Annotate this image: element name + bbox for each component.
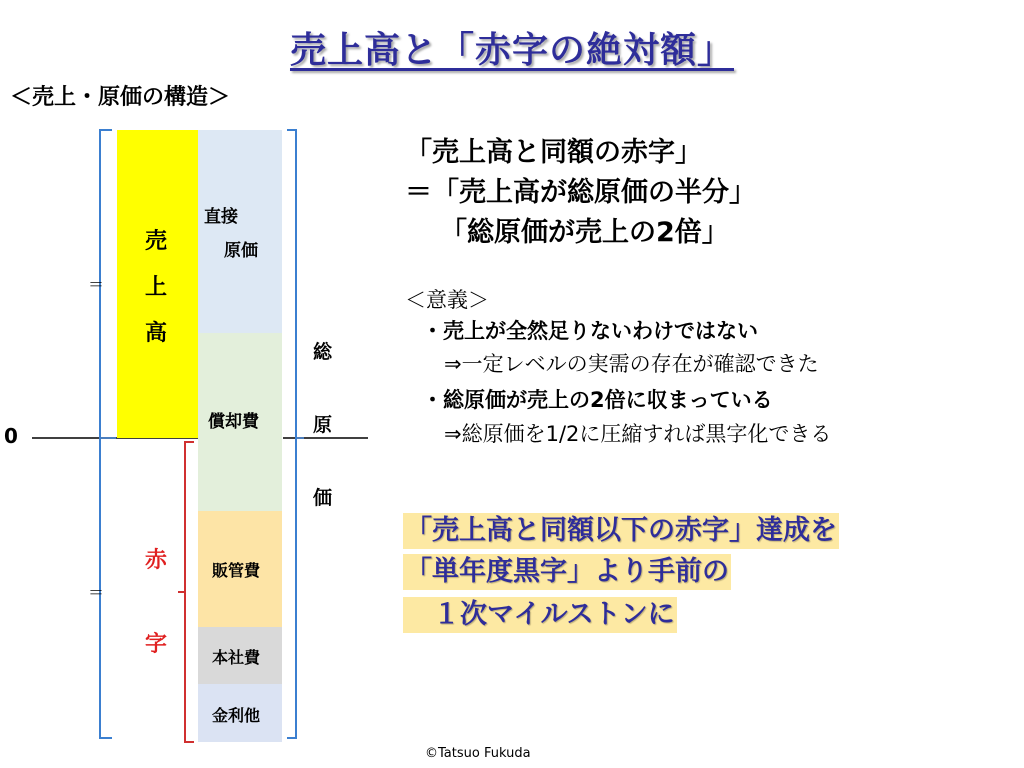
statement-line-2: ＝「売上高が総原価の半分」 xyxy=(405,177,756,208)
loss-label-2: 字 xyxy=(145,632,168,657)
zero-label: 0 xyxy=(4,424,18,448)
sales-label-1: 売 xyxy=(145,229,168,254)
copyright: ©Tatsuo Fukuda xyxy=(425,746,531,761)
total-cost-label-1: 総 xyxy=(313,341,333,363)
sga-label: 販管費 xyxy=(212,561,261,580)
statement-line-1: 「売上高と同額の赤字」 xyxy=(405,137,702,168)
sales-block xyxy=(117,130,198,438)
depreciation-label: 償却費 xyxy=(208,412,259,432)
meaning-heading: ＜意義＞ xyxy=(405,288,489,312)
total-cost-label-2: 原 xyxy=(313,414,333,436)
meaning-point-2: ・総原価が売上の2倍に収まっている xyxy=(422,388,773,412)
total-cost-bracket xyxy=(287,130,296,738)
interest-block xyxy=(198,684,282,742)
left-outer-bracket xyxy=(100,130,112,738)
sales-label-2: 上 xyxy=(145,275,168,300)
direct-cost-label-1: 直接 xyxy=(204,207,238,227)
meaning-detail-1: ⇒一定レベルの実需の存在が確認できた xyxy=(444,352,819,376)
direct-cost-label-2: 原価 xyxy=(224,241,258,261)
meaning-detail-2: ⇒総原価を1/2に圧縮すれば黒字化できる xyxy=(444,422,832,446)
hq-cost-label: 本社費 xyxy=(212,648,261,667)
meaning-point-1: ・売上が全然足りないわけではない xyxy=(422,319,758,343)
structure-subtitle: ＜売上・原価の構造＞ xyxy=(10,85,231,110)
interest-label: 金利他 xyxy=(212,706,261,725)
equals-sign-top: ＝ xyxy=(88,275,105,294)
sales-label-3: 高 xyxy=(145,321,168,346)
hq-cost-block xyxy=(198,627,282,684)
highlight-line-3: １次マイルストンに xyxy=(403,597,677,633)
statement-line-3: 「総原価が売上の2倍」 xyxy=(440,217,729,248)
highlight-line-2: 「単年度黒字」より手前の xyxy=(403,554,731,590)
loss-bracket xyxy=(185,442,194,742)
sga-block xyxy=(198,511,282,627)
page-title: 売上高と「赤字の絶対額」 xyxy=(289,30,734,71)
depreciation-block xyxy=(198,333,282,511)
loss-label-1: 赤 xyxy=(145,548,168,573)
total-cost-label-3: 価 xyxy=(313,487,333,509)
equals-sign-bottom: ＝ xyxy=(88,583,105,602)
direct-cost-block xyxy=(198,130,282,333)
highlight-line-1: 「売上高と同額以下の赤字」達成を xyxy=(403,513,839,549)
